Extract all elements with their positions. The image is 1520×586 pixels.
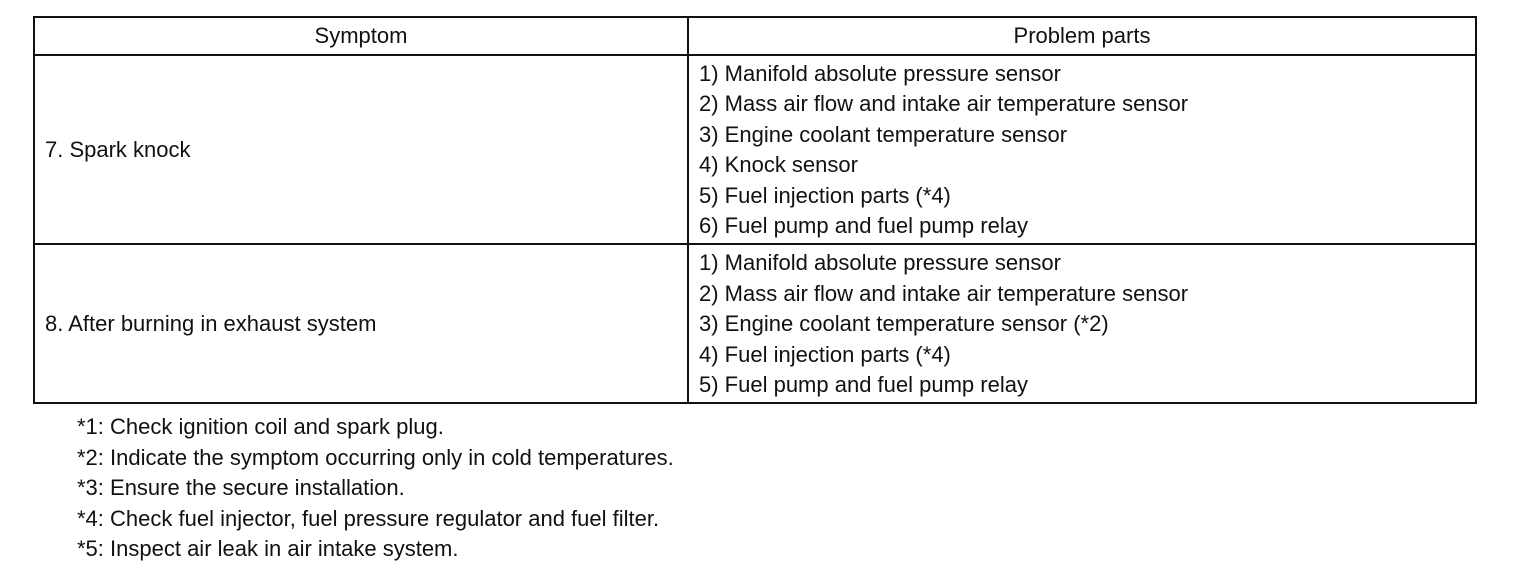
- symptom-cell: 8. After burning in exhaust system: [34, 244, 688, 403]
- part-item: 4) Fuel injection parts (*4): [699, 341, 951, 367]
- header-problem-parts: Problem parts: [688, 17, 1476, 55]
- problem-parts-cell: [688, 244, 1476, 403]
- part-item: 2) Mass air flow and intake air temperature sensor: [699, 91, 1189, 117]
- part-item: 6) Fuel pump and fuel pump relay: [699, 213, 1028, 239]
- part-item: 3) Engine coolant temperature sensor: [699, 121, 1068, 147]
- part-item: 2) Mass air flow and intake air temperature sensor: [699, 280, 1189, 306]
- part-item: 1) Manifold absolute pressure sensor: [699, 250, 1061, 276]
- footnote: *3: Ensure the secure installation.: [77, 475, 405, 501]
- footnote: *5: Inspect air leak in air intake system.: [77, 536, 459, 562]
- symptom-cell: 7. Spark knock: [34, 55, 688, 244]
- footnote: *1: Check ignition coil and spark plug.: [77, 414, 444, 440]
- footnote: *4: Check fuel injector, fuel pressure regulator and fuel filter.: [77, 505, 660, 531]
- part-item: 1) Manifold absolute pressure sensor: [699, 61, 1061, 86]
- part-item: 3) Engine coolant temperature sensor (*2): [699, 311, 1109, 337]
- footnotes: [33, 412, 1475, 564]
- symptom-table: [33, 16, 1477, 404]
- document-page: [33, 16, 1475, 565]
- part-item: 5) Fuel injection parts (*4): [699, 182, 951, 208]
- part-item: 5) Fuel pump and fuel pump relay: [699, 372, 1028, 398]
- table-row: [34, 55, 1476, 244]
- table-header-row: [34, 17, 1476, 55]
- table-row: [34, 244, 1476, 403]
- footnote: *2: Indicate the symptom occurring only in cold temperatures.: [77, 444, 674, 470]
- part-item: 4) Knock sensor: [699, 152, 858, 178]
- header-symptom: Symptom: [34, 17, 688, 55]
- problem-parts-cell: [688, 55, 1476, 244]
